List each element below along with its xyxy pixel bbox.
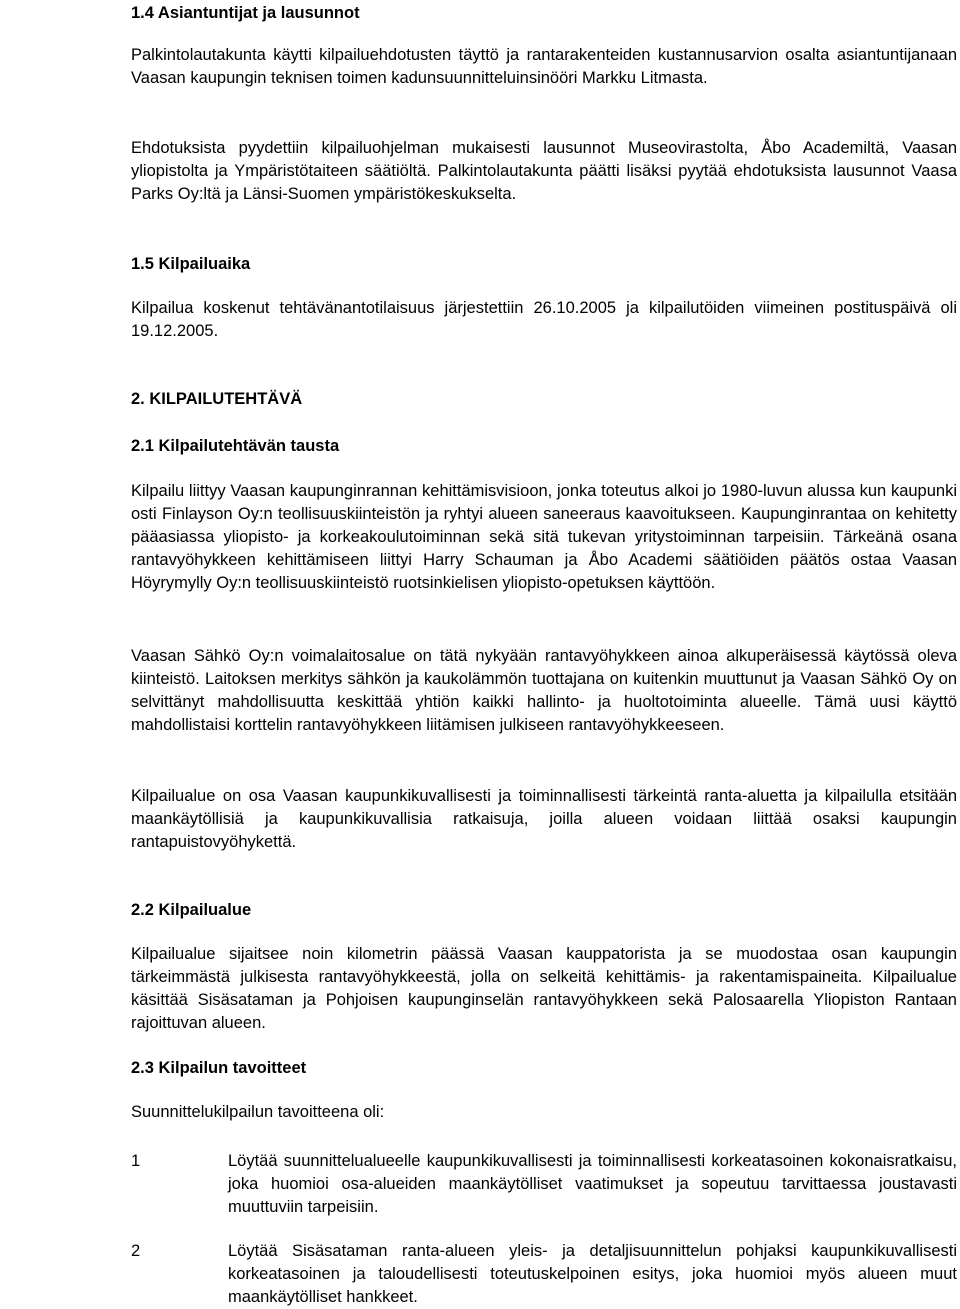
heading-2-3: 2.3 Kilpailun tavoitteet bbox=[131, 1059, 307, 1077]
paragraph-2-1-power-plant: Vaasan Sähkö Oy:n voimalaitosalue on tätä nykyään rantavyöhykkeen ainoa alkuperäisessä käytössä oleva kiinteistö. Laitoksen merkitys sähkön ja kaukolämmön tuottajana on kuitenkin muuttunut ja Vaasan Sähkö Oy on selvittänyt mahdollisuutta keskittää yhtiön kaikki hallinto- ja huoltotoiminta alueelle. Tämä uusi käyttö mahdollistaisi korttelin rantavyöhykkeen liitämisen julkiseen rantavyöhykkeeseen. bbox=[131, 647, 957, 734]
list-item-number: 1 bbox=[131, 1152, 141, 1170]
paragraph-2-1-area: Kilpailualue on osa Vaasan kaupunkikuvallisesti ja toiminnallisesti tärkeintä ranta-aluetta ja kilpailulla etsitään maankäytöllisiä ja kaupunkikuvallisia ratkaisuja, joilla alueen voidaan liittää osaksi kaupungin rantapuistovyöhykettä. bbox=[131, 787, 957, 851]
paragraph-1-4-experts: Palkintolautakunta käytti kilpailuehdotusten täyttö ja rantarakenteiden kustannusarvion osalta asiantuntijanaan Vaasan kaupungin teknisen toimen kadunsuunnitteluinsinööri Markku Litmasta. bbox=[131, 46, 957, 87]
heading-1-4: 1.4 Asiantuntijat ja lausunnot bbox=[131, 4, 360, 22]
paragraph-1-4-statements: Ehdotuksista pyydettiin kilpailuohjelman mukaisesti lausunnot Museovirastolta, Åbo Academiltä, Vaasan yliopistolta ja Ympäristötaiteen säätiöltä. Palkintolautakunta päätti lisäksi pyytää ehdotuksista lausunnot Vaasa Parks Oy:ltä ja Länsi-Suomen ympäristökeskukselta. bbox=[131, 139, 957, 203]
list-item-text: Löytää suunnittelualueelle kaupunkikuvallisesti ja toiminnallisesti korkeatasoinen kokonaisratkaisu, joka huomioi osa-alueiden maankäytölliset vaatimukset ja sopeutuu tarvittaessa joustavasti muuttuviin tarpeisiin. bbox=[228, 1152, 957, 1216]
heading-2-2: 2.2 Kilpailualue bbox=[131, 901, 252, 919]
list-item-number: 2 bbox=[131, 1242, 141, 1260]
paragraph-2-3-intro: Suunnittelukilpailun tavoitteena oli: bbox=[131, 1103, 385, 1121]
heading-2-1: 2.1 Kilpailutehtävän tausta bbox=[131, 437, 340, 455]
heading-1-5: 1.5 Kilpailuaika bbox=[131, 255, 251, 273]
paragraph-2-1-vision: Kilpailu liittyy Vaasan kaupunginrannan kehittämisvisioon, jonka toteutus alkoi jo 1980-luvun alussa kun kaupunki osti Finlayson Oy:n teollisuuskiinteistön ja ryhtyi alueen saneeraus kaavoitukseen. Kaupunginrantaa on kehitetty pääasiassa yliopisto- ja korkeakoulutoiminnan sekä sitä tukevan yritystoiminnan tarpeisiin. Tärkeänä osana rantavyöhykkeen kehittämiseen liittyi Harry Schauman ja Åbo Academi säätiöiden päätös ostaa Vaasan Höyrymylly Oy:n teollisuuskiinteistö ruotsinkielisen yliopisto-opetuksen käyttöön. bbox=[131, 482, 957, 592]
paragraph-2-2-area: Kilpailualue sijaitsee noin kilometrin päässä Vaasan kauppatorista ja se muodostaa osan kaupungin tärkeimmästä julkisesta rantavyöhykkeestä, jolla on selkeitä kehittämis- ja rakentamispaineita. Kilpailualue käsittää Sisäsataman ja Pohjoisen kaupunginselän rantavyöhykkeen sekä Palosaarella Yliopiston Rantaan rajoittuvan alueen. bbox=[131, 945, 957, 1032]
list-item-text: Löytää Sisäsataman ranta-alueen yleis- ja detaljisuunnittelun pohjaksi kaupunkikuvallisesti korkeatasoinen ja taloudellisesti toteutuskelpoinen esitys, joka huomioi myös alueen muut maankäytölliset hankkeet. bbox=[228, 1242, 957, 1306]
paragraph-1-5-time: Kilpailua koskenut tehtävänantotilaisuus järjestettiin 26.10.2005 ja kilpailutöiden viimeinen postituspäivä oli 19.12.2005. bbox=[131, 299, 957, 340]
heading-2: 2. KILPAILUTEHTÄVÄ bbox=[131, 390, 303, 408]
